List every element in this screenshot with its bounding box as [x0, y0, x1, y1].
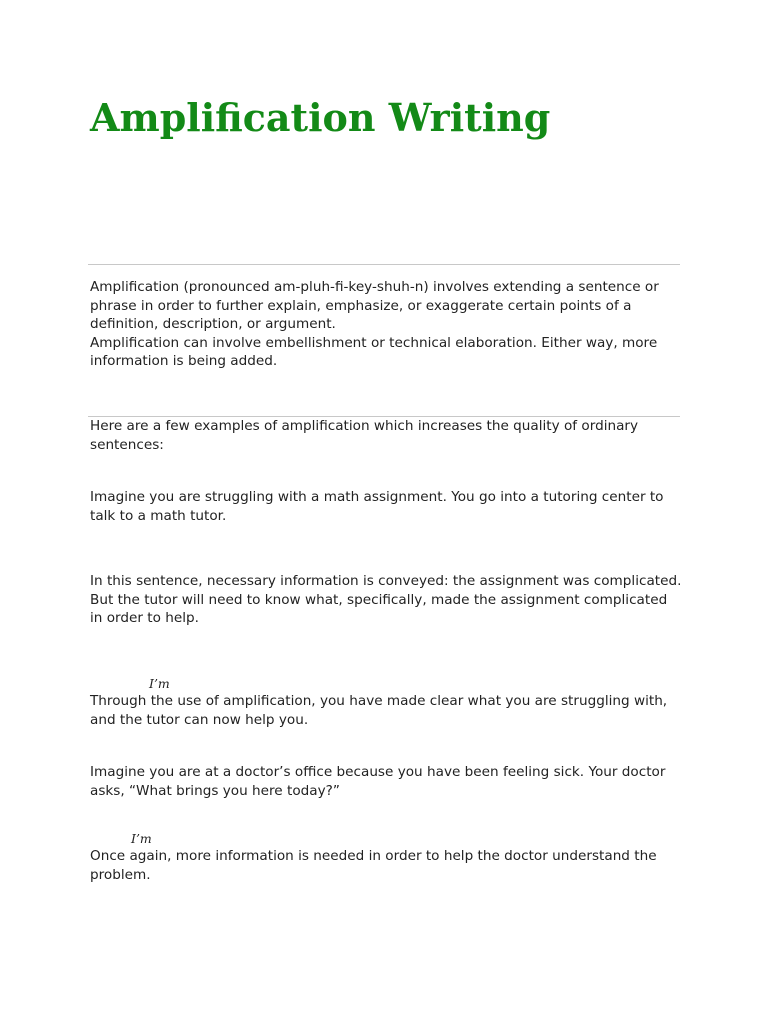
divider [88, 264, 680, 265]
document-title: Amplification Writing [90, 95, 551, 140]
examples-intro-paragraph: Here are a few examples of amplification which increases the quality of ordinary sentences: [90, 418, 639, 453]
example2-setup-paragraph: Imagine you are at a doctor’s office because you have been feeling sick. Your doctor asks, “What brings you here today?” [90, 764, 666, 799]
example2-conclusion-paragraph: Once again, more information is needed in order to help the doctor understand the problem. [90, 848, 657, 883]
example1-explanation-paragraph: In this sentence, necessary information is conveyed: the assignment was complicated. But the tutor will need to know what, specifically, made the assignment complicated in order to help. [90, 573, 682, 627]
intro-elaboration: Amplification can involve embellishment or technical elaboration. Either way, more information is being added. [90, 334, 658, 370]
example1-setup-paragraph: Imagine you are struggling with a math assignment. You go into a tutoring center to talk to a math tutor. [90, 489, 664, 524]
intro-definition: Amplification (pronounced am-pluh-fi-key-shuh-n) involves extending a sentence or phrase in order to further explain, emphasize, or exaggerate certain points of a definition, description, or argument. [90, 279, 659, 333]
example1-conclusion-paragraph: Through the use of amplification, you have made clear what you are struggling with, and the tutor can now help you. [90, 693, 668, 728]
example2-sentence-fragment: I’m [131, 831, 152, 846]
example1-sentence-fragment: I’m [149, 676, 170, 691]
intro-paragraph [90, 278, 682, 371]
